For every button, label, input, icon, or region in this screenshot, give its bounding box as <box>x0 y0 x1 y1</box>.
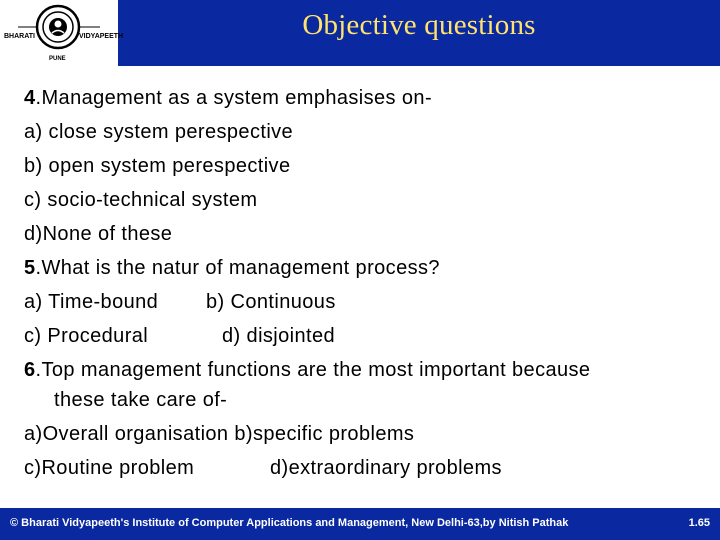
footer-bar <box>0 508 720 540</box>
option-line: c) socio-technical system <box>24 189 258 211</box>
option-b: b) Continuous <box>206 291 336 313</box>
question-5 <box>24 256 440 280</box>
logo-text-bottom: PUNE <box>49 56 66 62</box>
option-row <box>24 324 704 348</box>
option-d: d)extraordinary problems <box>270 457 502 479</box>
logo <box>0 0 124 66</box>
option-c: c) Procedural <box>24 325 149 347</box>
slide-title: Objective questions <box>302 9 536 41</box>
option-a: a) Time-bound <box>24 291 159 313</box>
option-c: c)Routine problem <box>24 457 195 479</box>
slide-number: 1.65 <box>688 517 710 529</box>
header-bar <box>0 0 720 66</box>
question-text: .Top management functions are the most important because <box>35 359 591 381</box>
option-line: d)None of these <box>24 223 173 245</box>
question-6 <box>24 358 590 382</box>
logo-text-right: VIDYAPEETH <box>79 33 124 40</box>
footer-copyright: © Bharati Vidyapeeth's Institute of Computer Applications and Management, New Delhi-63,by Nitish Pathak <box>10 517 569 529</box>
option-row <box>24 290 704 314</box>
logo-text-left: BHARATI <box>4 33 35 40</box>
question-continuation: these take care of- <box>54 389 228 411</box>
question-4 <box>24 86 432 110</box>
question-number: 4 <box>24 87 36 109</box>
option-row: a)Overall organisation b)specific problems <box>24 423 415 445</box>
institution-seal-icon <box>0 0 124 66</box>
option-line: a) close system perespective <box>24 121 294 143</box>
option-d: d) disjointed <box>222 325 336 347</box>
question-text: .Management as a system emphasises on- <box>35 87 433 109</box>
question-number: 5 <box>24 257 36 279</box>
question-number: 6 <box>24 359 36 381</box>
option-line: b) open system perespective <box>24 155 291 177</box>
option-row <box>24 456 704 480</box>
question-text: .What is the natur of management process? <box>35 257 440 279</box>
